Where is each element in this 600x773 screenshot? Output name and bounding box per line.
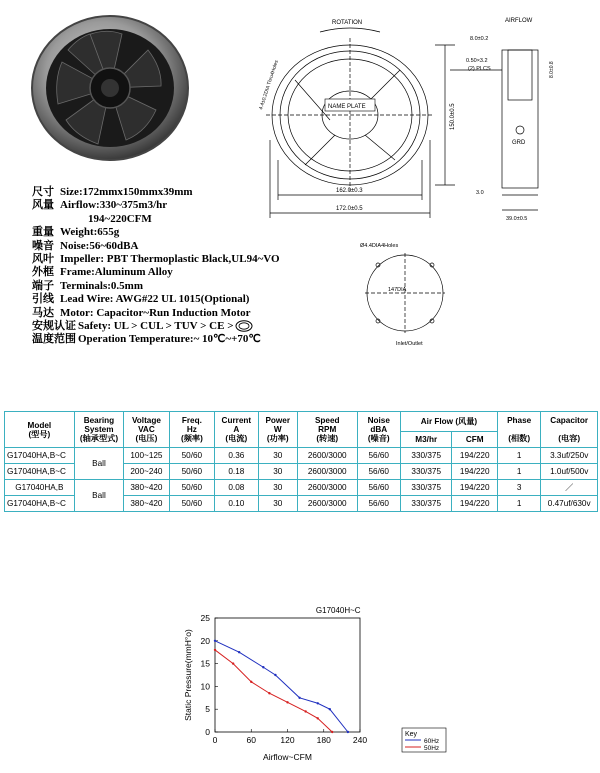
series-point-60Hz — [274, 674, 276, 676]
x-tick-label: 240 — [352, 735, 368, 745]
x-axis-label: Airflow~CFM — [263, 752, 312, 762]
inlet-drawing — [360, 235, 460, 350]
spec-size: 尺寸 Size:172mmx150mmx39mm — [32, 186, 193, 198]
series-point-50Hz — [304, 710, 306, 712]
rotation-label: ROTATION — [332, 20, 363, 26]
series-point-50Hz — [331, 731, 333, 733]
dim-050-label: 0.50×3.2 — [466, 58, 488, 64]
dim-30-label: 3.0 — [476, 190, 484, 196]
col-model: Model (型号) — [5, 412, 75, 448]
performance-chart — [180, 600, 450, 770]
x-tick-label: 60 — [246, 735, 256, 745]
dim-172-label: 172.0±0.5 — [336, 206, 363, 212]
y-tick-label: 25 — [200, 613, 210, 623]
spec-airflow: 风量 Airflow:330~375m3/hr — [32, 199, 168, 212]
series-point-60Hz — [214, 640, 216, 642]
spec-terminals: 端子 Terminals:0.5mm — [32, 279, 144, 292]
x-tick-label: 180 — [316, 735, 331, 745]
spec-noise: 噪音 Noise:56~60dBA — [32, 239, 139, 252]
series-point-50Hz — [232, 662, 234, 664]
bearing-cell: Ball — [74, 448, 124, 480]
series-point-60Hz — [347, 731, 349, 733]
y-tick-label: 0 — [205, 727, 210, 737]
series-point-60Hz — [262, 666, 264, 668]
col-freq: Freq. Hz (频率) — [169, 412, 214, 448]
col-bearing: Bearing System (轴承型式) — [74, 412, 124, 448]
spec-list — [32, 186, 352, 347]
series-point-60Hz — [317, 702, 319, 704]
col-noise: Noise dBA (噪音) — [357, 412, 400, 448]
dim-8-label: 8.0±0.2 — [470, 36, 489, 42]
ccc-mark-icon — [235, 320, 253, 332]
plcs-label: (2) PLCS — [468, 66, 491, 72]
plot-frame — [215, 618, 360, 732]
table-row: G17040HA,B~C Ball 100~125 50/60 0.36 30 2600/3000 56/60 330/375 194/220 1 3.3uf/250v — [5, 448, 598, 464]
series-point-60Hz — [238, 651, 240, 653]
dim-39-label: 39.0±0.5 — [506, 216, 528, 222]
holes-label: Ø4.4DIA4Holes — [360, 243, 399, 249]
airflow-label: AIRFLOW — [505, 18, 533, 24]
inlet-label: Inlet/Outlet — [396, 341, 423, 347]
table-row: G17040HA,B~C 200~240 50/60 0.18 30 2600/3000 56/60 330/375 194/220 1 1.0uf/500v — [5, 464, 598, 480]
table-row: G17040HA,B~C 380~420 50/60 0.10 30 2600/3000 56/60 330/375 194/220 1 0.47uf/630v — [5, 496, 598, 512]
bearing-cell: Ball — [74, 480, 124, 512]
legend-label-50Hz: 50Hz — [424, 745, 440, 752]
col-m3hr: M3/hr — [400, 432, 452, 448]
spec-airflow-cfm: 194~220CFM — [88, 212, 152, 225]
legend-label-60Hz: 60Hz — [424, 738, 440, 745]
spec-temperature: 温度范围 Operation Temperature:~ 10℃~+70℃ — [32, 333, 261, 346]
series-point-50Hz — [250, 681, 252, 683]
y-axis-label: Static Pressure(mmH°o) — [183, 629, 193, 721]
spec-table — [4, 411, 598, 512]
spec-frame: 外框 Frame:Aluminum Alloy — [32, 266, 173, 279]
col-cfm: CFM — [452, 432, 497, 448]
y-tick-label: 10 — [200, 681, 210, 692]
series-line-50Hz — [215, 650, 332, 732]
x-tick-label: 0 — [212, 735, 218, 745]
col-phase: Phase (相数) — [497, 412, 540, 448]
series-point-60Hz — [298, 697, 300, 699]
series-point-50Hz — [214, 649, 216, 651]
fan-photo — [28, 10, 198, 170]
series-line-60Hz — [215, 641, 348, 732]
spec-impeller: 风叶 Impeller: PBT Thermoplastic Black,UL94~VO — [32, 253, 280, 266]
y-tick-label: 5 — [205, 704, 210, 715]
dim-right-label: 8.0±0.8 — [549, 61, 555, 78]
nameplate-label: NAME PLATE — [328, 104, 366, 110]
spec-safety: 安规认证 Safety: UL > CUL > TUV > CE > — [32, 320, 352, 333]
table-row: G17040HA,B Ball 380~420 50/60 0.08 30 2600/3000 56/60 330/375 194/220 3 ／ — [5, 480, 598, 496]
y-tick-label: 15 — [200, 658, 210, 669]
legend-title: Key — [405, 731, 418, 738]
series-point-50Hz — [286, 701, 288, 703]
grd-label: GRD — [512, 140, 526, 146]
chart-title: G17040H~C — [315, 606, 361, 615]
thru-holes-label: 4.4±0.2DIA Thru4Holes — [258, 59, 280, 111]
x-tick-label: 120 — [280, 735, 295, 745]
col-voltage: Voltage VAC (电压) — [124, 412, 169, 448]
dim-150-label: 150.0±0.5 — [450, 103, 456, 130]
series-point-50Hz — [317, 717, 319, 719]
spec-motor: 马达 Motor: Capacitor~Run Induction Motor — [32, 306, 251, 319]
y-tick-label: 20 — [200, 635, 210, 646]
spec-weight: 重量 Weight:655g — [32, 226, 120, 239]
series-point-60Hz — [329, 708, 331, 710]
spec-lead-wire: 引线 Lead Wire: AWG#22 UL 1015(Optional) — [32, 293, 250, 306]
col-current: Current A (电流) — [215, 412, 258, 448]
col-airflow: Air Flow (风量) — [400, 412, 497, 432]
dia147-label: 147DIA — [388, 287, 407, 293]
series-point-50Hz — [268, 692, 270, 694]
dim-162-label: 162.0±0.3 — [336, 188, 363, 194]
col-power: Power W (功率) — [258, 412, 297, 448]
col-capacitor: Capacitor (电容) — [541, 412, 598, 448]
col-speed: Speed RPM (转速) — [297, 412, 357, 448]
